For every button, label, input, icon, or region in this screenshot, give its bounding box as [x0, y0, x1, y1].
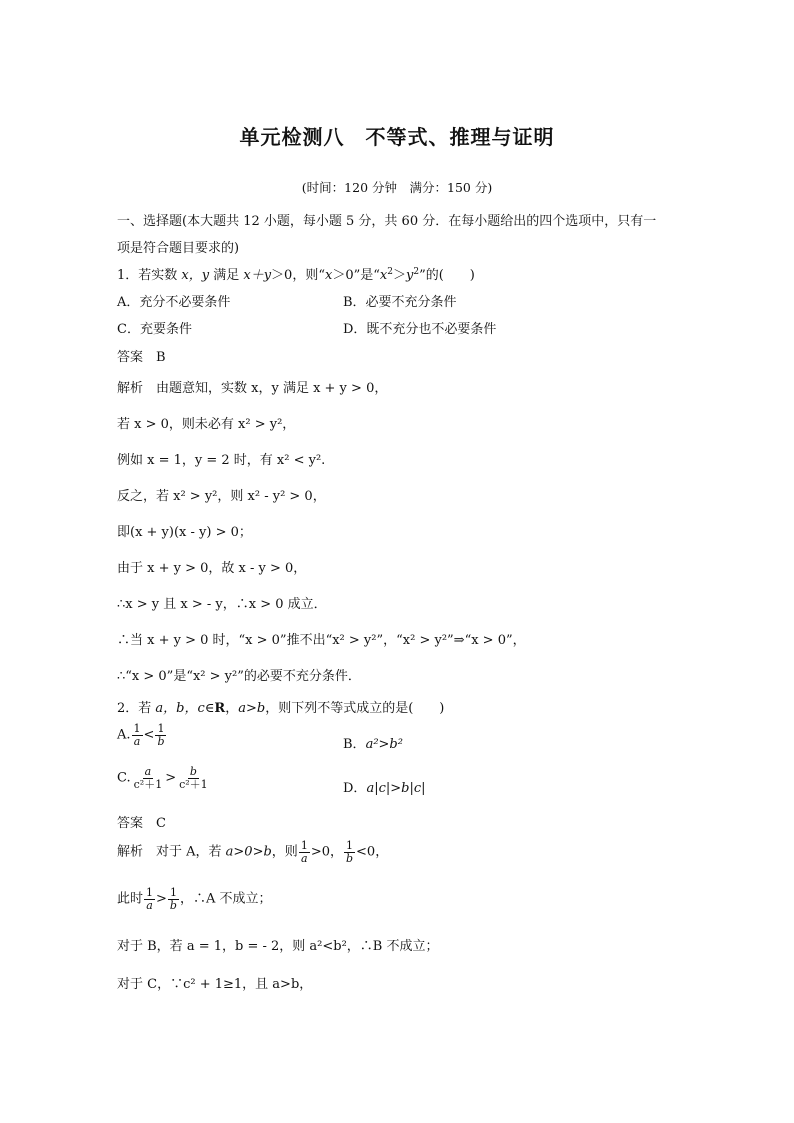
q1-explanation-line: ∴x > y 且 x > - y，∴x > 0 成立． — [117, 597, 327, 612]
q1-option-b: B．必要不充分条件 — [343, 295, 457, 310]
q2-answer: 答案 C — [117, 816, 166, 831]
q1-answer: 答案 B — [117, 350, 166, 365]
q1-option-d: D．既不充分也不必要条件 — [343, 322, 497, 337]
q2-explanation-line: 对于 C，∵c² + 1≥1，且 a>b， — [117, 977, 313, 992]
q2-stem: 2．若 a，b，c∈R，a>b，则下列不等式成立的是( ) — [117, 701, 445, 716]
q2-option-b: B．a²>b² — [343, 737, 403, 752]
q1-explanation-line: 解析 由题意知，实数 x，y 满足 x + y > 0， — [117, 381, 388, 396]
q1-stem: 1．若实数 x，y 满足 x＋y＞0，则“x＞0”是“$x^2>y^2$”的( ) — [117, 267, 475, 283]
q2-option-a: A. $\frac{1}{a}$ < $\frac{1}{b}$ — [117, 722, 165, 748]
q2-option-c: C. $\frac{a}{\text{c²＋1}}$ > $\frac{b}{\text{c²＋1}}$ — [117, 765, 208, 791]
q1-option-a: A．充分不必要条件 — [117, 295, 231, 310]
q1-explanation-line: 若 x > 0，则未必有 x² > y²， — [117, 417, 296, 432]
q1-explanation-line: 反之，若 x² > y²，则 x² - y² > 0， — [117, 489, 326, 504]
page-title: 单元检测八 不等式、推理与证明 — [239, 125, 555, 149]
q2-option-d: D．a|c|>b|c| — [343, 781, 426, 796]
q2-explanation-line: 解析 对于 A，若 a>0>b，则 $\frac{1}{a}$ >0， $\frac{1}{b}$ <0， — [117, 839, 389, 865]
q1-explanation-line: 由于 x + y > 0，故 x - y > 0， — [117, 561, 307, 576]
section-heading-line2: 项是符合题目要求的) — [117, 241, 240, 256]
q1-explanation-line: ∴当 x + y > 0 时，“x > 0”推不出“x² > y²”，“x² > y²”⇒“x > 0”， — [117, 633, 526, 648]
q1-explanation-line: 即(x + y)(x - y) > 0； — [117, 525, 252, 540]
q2-explanation-line: 对于 B，若 a = 1，b = - 2，则 a²<b²，∴B 不成立； — [117, 939, 439, 954]
q2-explanation-line: 此时 $\frac{1}{a}$ > $\frac{1}{b}$ ，∴A 不成立； — [117, 886, 272, 912]
exam-info: (时间：120 分钟 满分：150 分) — [301, 180, 493, 195]
q1-option-c: C．充要条件 — [117, 322, 192, 337]
q1-explanation-line: 例如 x = 1，y = 2 时，有 x² < y². — [117, 453, 326, 468]
q1-explanation-line: ∴“x > 0”是“x² > y²”的必要不充分条件． — [117, 669, 361, 684]
section-heading-line1: 一、选择题(本大题共 12 小题，每小题 5 分，共 60 分．在每小题给出的四个选项中，只有一 — [117, 214, 657, 229]
